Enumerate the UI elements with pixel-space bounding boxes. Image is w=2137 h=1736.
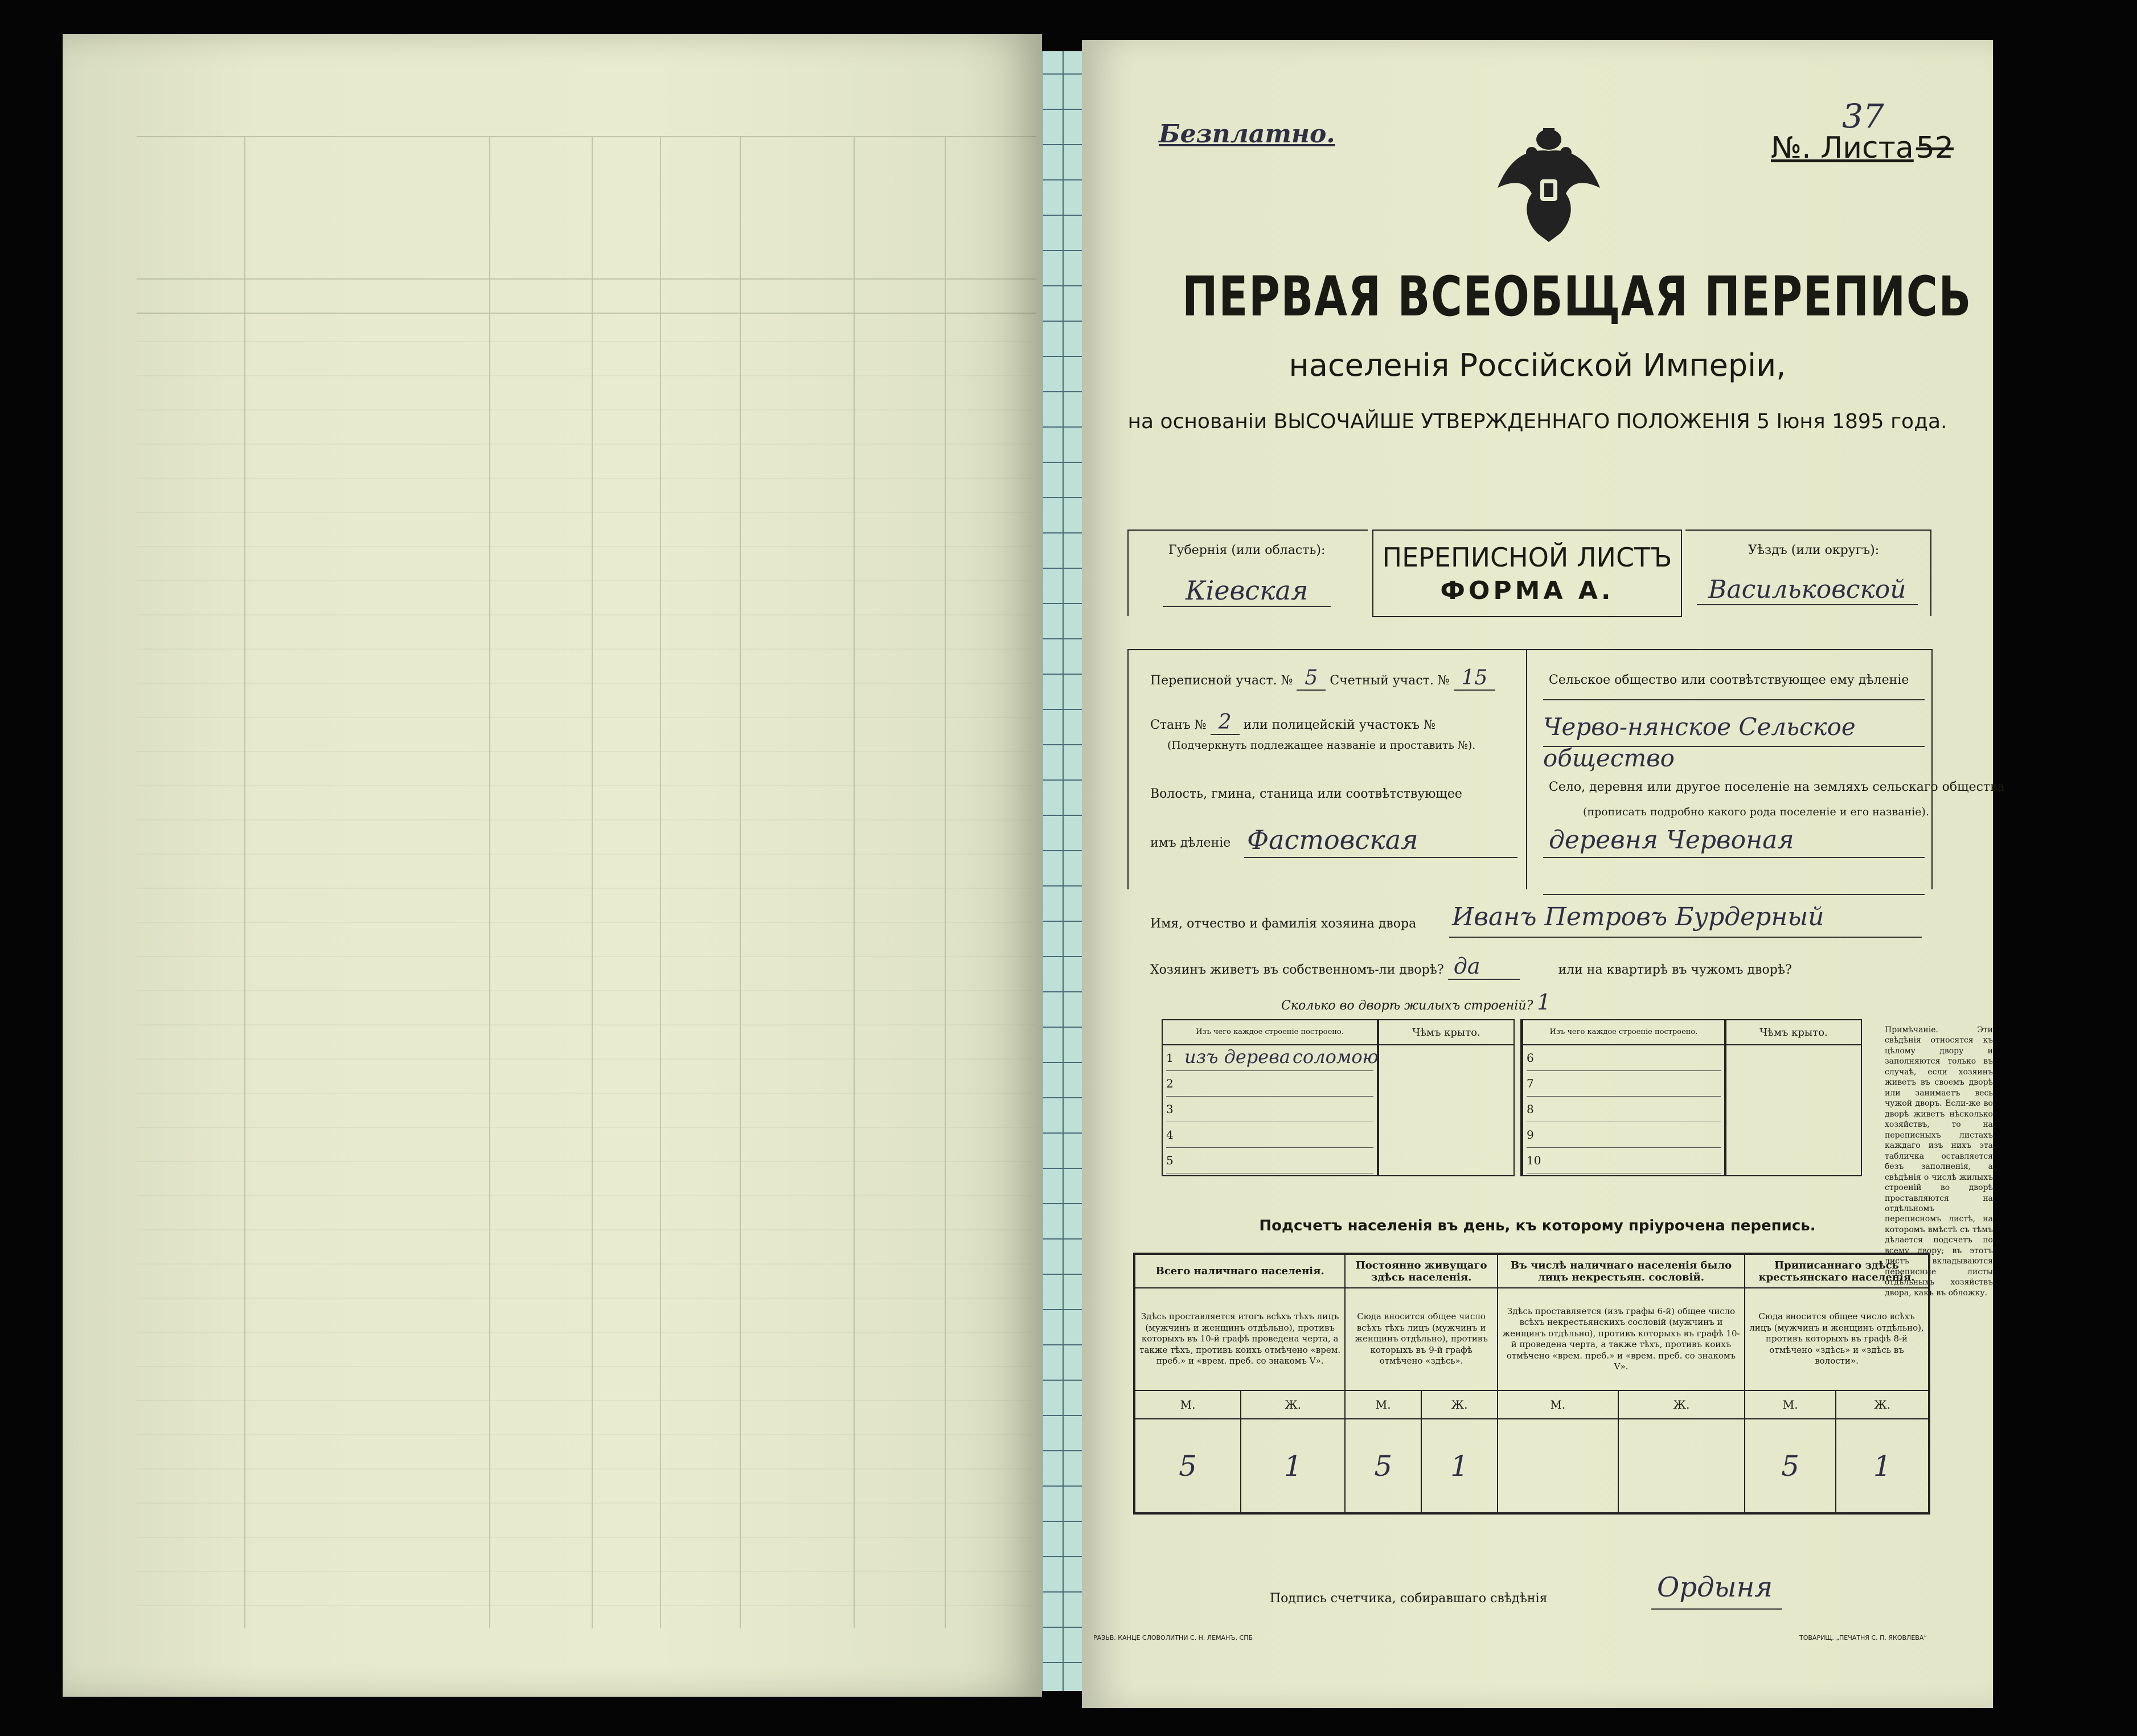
legal-basis: на основаніи ВЫСОЧАЙШЕ УТВЕРЖДЕННАГО ПОЛОЖЕНІЯ 5 Іюня 1895 года. [1127,410,1947,433]
count-col4-m: 5 [1745,1419,1836,1513]
village-note: (прописать подробно какого рода поселеніе и его названіе). [1583,806,1929,818]
owner-label: Имя, отчество и фамилія хозяина двора [1150,917,1417,931]
count-col1-m-head: М. [1134,1390,1241,1419]
left-page [63,34,1042,1697]
building-row-number: 6 [1527,1045,1721,1071]
building-row-number: 7 [1527,1071,1721,1097]
province-box [1127,530,1368,616]
buildings-roof-left [1378,1019,1515,1176]
buildings-table-left [1162,1019,1378,1176]
roof-column [1379,1045,1514,1176]
form-type-title: ПЕРЕПИСНОЙ ЛИСТЪ [1382,542,1672,573]
owner-underline [1449,937,1922,938]
building-row-number: 2 [1166,1071,1373,1097]
count-col4-zh: 1 [1836,1419,1929,1513]
underline-note: (Подчеркнуть подлежащее названіе и проставить №). [1167,739,1476,752]
count-col1-zh: 1 [1241,1419,1345,1513]
buildings-table-right [1520,1019,1725,1176]
spine-grid [1043,51,1083,1691]
count-col4-m-head: М. [1745,1390,1836,1419]
society-underline-2 [1543,746,1925,747]
footer-left: РАЗЬВ. КАНЦЕ СЛОВОЛИТНИ С. Н. ЛЕМАНЪ, СПБ [1093,1634,1253,1641]
count-col3-m [1498,1419,1618,1513]
count-col3-zh-head: Ж. [1618,1390,1745,1419]
count-col2-zh-head: Ж. [1421,1390,1498,1419]
buildings-note: Примѣчаніе. Эти свѣдѣнія относятся къ цѣлому двору и заполняются только въ случаѣ, если хозяинъ живетъ въ своемъ дворѣ или занимаетъ весь чужой дворъ. Если-же во дворѣ живетъ нѣсколько хозяйствъ, то на переписныхъ листахъ каждаго изъ нихъ эта табличка оставляется безъ заполненія, а свѣдѣнія о числѣ жилыхъ строеній во дворѣ проставляются на отдѣльномъ переписномъ листѣ, на которомъ вмѣстѣ съ тѣмъ дѣлается подсчетъ по всему двору; въ этотъ листъ вкладываются переписные листы отдѣльныхъ хозяйствъ двора, какъ въ обложку. [1885,1025,1993,1298]
count-col2-m: 5 [1345,1419,1421,1513]
census-district-field: Переписной участ. № 5 Счетный участ. № 15 [1150,666,1495,690]
building-row-number: 3 [1166,1097,1373,1122]
subtitle: населенія Россійской Имперіи, [1289,347,1786,383]
count-col3-zh [1618,1419,1745,1513]
count-col1-head: Всего наличнаго населенія. [1134,1254,1345,1288]
building-row-number: 10 [1527,1148,1721,1173]
stan-field: Станъ № 2 или полицейскій участокъ № [1150,711,1435,734]
count-col3-desc: Здѣсь проставляется (изъ графы 6-й) общее число всѣхъ некрестьянскихъ сословій (мужчинъ и женщинъ отдѣльно), противъ которыхъ въ графѣ 10-й проведена черта, а также тѣхъ, противъ коихъ отмѣчено «врем. преб.» и «врем. преб. со знакомъ V». [1498,1288,1745,1390]
province-label: Губернія (или область): [1168,543,1326,557]
double-headed-eagle-emblem [1492,125,1606,245]
main-title: ПЕРВАЯ ВСЕОБЩАЯ ПЕРЕПИСЬ [1182,265,1972,329]
owner-value: Иванъ Петровъ Бурдерный [1452,902,1824,931]
society-value: Черво-нянское Сельское общество [1543,713,1856,772]
division-label: имъ дѣленіе [1150,836,1231,850]
sheet-number-handwritten: 37 [1842,97,1884,136]
signature-underline [1651,1608,1782,1610]
province-value: Кіевская [1163,575,1331,607]
count-col1-desc: Здѣсь проставляется итогъ всѣхъ тѣхъ лицъ (мужчинъ и женщинъ отдѣльно), противъ которыхъ въ 10-й графѣ проведена черта, а также тѣхъ, противъ коихъ отмѣчено «врем. преб.» и «врем. преб. со знакомъ V». [1134,1288,1345,1390]
signature-label: Подпись счетчика, собиравшаго свѣдѣнія [1270,1591,1548,1606]
count-col2-zh: 1 [1421,1419,1498,1513]
village-label: Село, деревня или другое поселеніе на земляхъ сельскаго общества [1549,780,2005,794]
society-label: Сельское общество или соотвѣтствующее ему дѣленіе [1549,673,1909,687]
signature-value: Ордыня [1657,1571,1773,1603]
building-row-number: 8 [1527,1097,1721,1122]
count-col4-head: Приписаннаго здѣсь крестьянскаго населенія. [1745,1254,1929,1288]
buildings-roof-right [1725,1019,1862,1176]
county-label: Уѣздъ (или округъ): [1748,543,1880,557]
col-built-header: Изъ чего каждое строеніе построено. [1162,1020,1377,1045]
ruled-grid [137,137,1036,1628]
building-row-number: 9 [1527,1122,1721,1148]
village-underline-1 [1543,857,1925,858]
volost-value: Фастовская [1247,824,1418,855]
county-box [1685,530,1931,616]
county-value: Васильковской [1697,575,1918,605]
buildings-field: Сколько во дворѣ жилыхъ строеній? 1 [1281,990,1551,1015]
count-col3-m-head: М. [1498,1390,1618,1419]
count-col2-m-head: М. [1345,1390,1421,1419]
col-roof-header: Чѣмъ крыто. [1379,1020,1514,1045]
form-type-code: ФОРМА А. [1440,576,1614,605]
row1-built-value: изъ дерева [1184,1046,1290,1068]
sheet-number-label: №. Листа52 [1771,131,1954,165]
col-roof-header-2: Чѣмъ крыто. [1726,1020,1861,1045]
count-col2-desc: Сюда вносится общее число всѣхъ тѣхъ лицъ (мужчинъ и женщинъ отдѣльно), противъ которыхъ въ 9-й графѣ отмѣчено «здѣсь». [1345,1288,1498,1390]
count-col3-head: Въ числѣ наличнаго населенія было лицъ некрестьян. сословій. [1498,1254,1745,1288]
footer-right: ТОВАРИЩ. „ПЕЧАТНЯ С. П. ЯКОВЛЕВА“ [1799,1634,1927,1641]
form-type-box [1372,530,1682,617]
lives-own-field: Хозяинъ живетъ въ собственномъ-ли дворѣ? да или на квартирѣ въ чужомъ дворѣ? [1150,954,1792,979]
village-value: деревня Червоная [1549,826,1794,855]
built-column-2 [1522,1045,1725,1176]
col-built-header-2: Изъ чего каждое строеніе построено. [1522,1020,1725,1045]
census-form-page [1082,40,2005,1708]
building-row-number: 4 [1166,1122,1373,1148]
binding-spine [1042,51,1084,1691]
village-underline-2 [1543,894,1925,895]
count-col4-desc: Сюда вносится общее число всѣхъ лицъ (мужчинъ и женщинъ отдѣльно), противъ которыхъ въ графѣ 8-й отмѣчено «здѣсь» и «здѣсь въ волости». [1745,1288,1929,1390]
population-count-table [1133,1253,1930,1515]
volost-label: Волость, гмина, станица или соотвѣтствующее [1150,787,1462,801]
free-label: Безплатно. [1159,120,1335,149]
row1-roof-value: соломою [1293,1046,1379,1068]
count-col1-zh-head: Ж. [1241,1390,1345,1419]
volost-underline [1244,857,1517,858]
count-title: Подсчетъ населенія въ день, къ которому пріурочена перепись. [1259,1217,1816,1234]
roof-column-2 [1726,1045,1861,1176]
society-underline-1 [1543,699,1925,700]
count-col4-zh-head: Ж. [1836,1390,1929,1419]
form-header-row [1127,530,1930,615]
count-col2-head: Постоянно живущаго здѣсь населенія. [1345,1254,1498,1288]
count-col1-m: 5 [1134,1419,1241,1513]
building-row-number: 5 [1166,1148,1373,1173]
building-row-number: 1 [1166,1045,1373,1071]
